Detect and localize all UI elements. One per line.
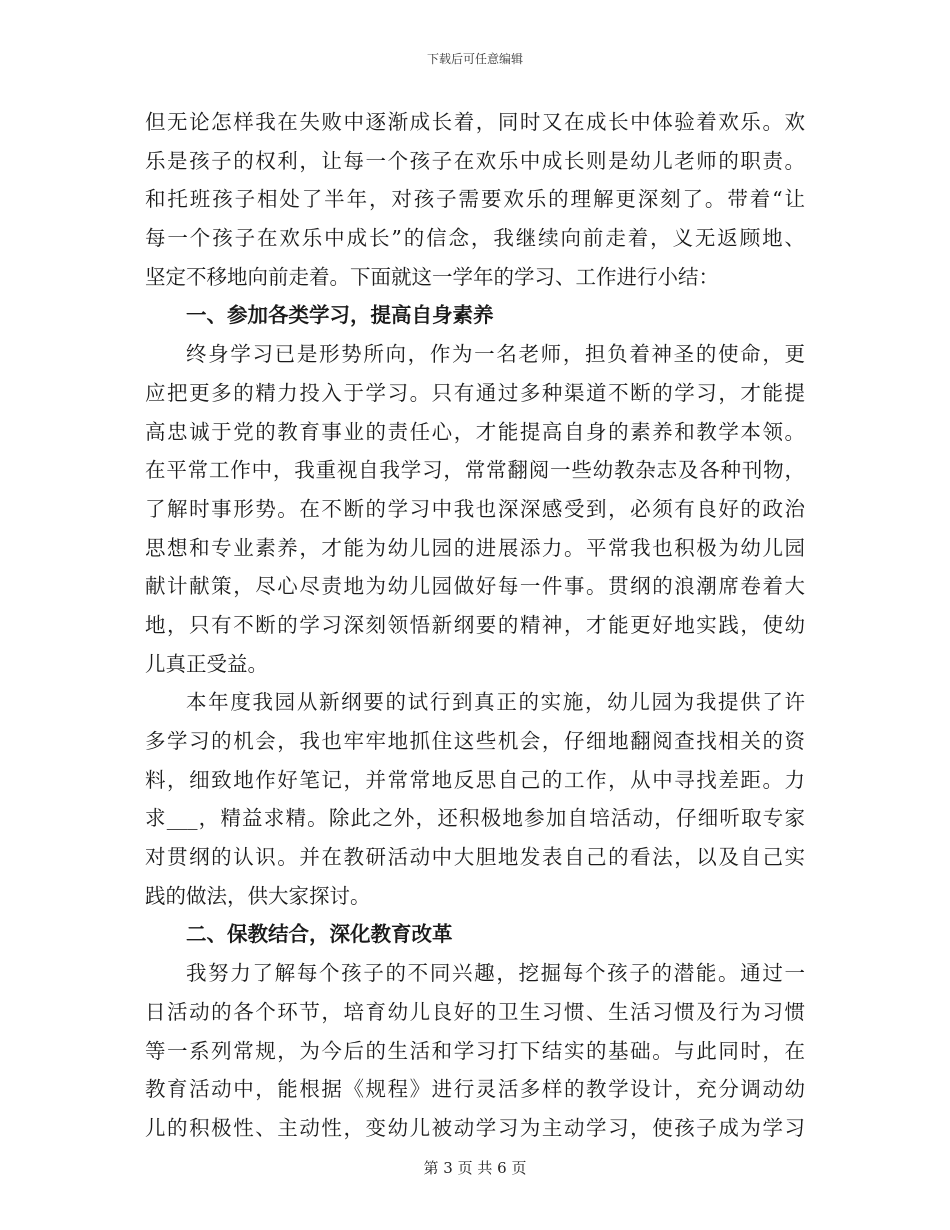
- text-line: 终身学习已是形势所向，作为一名老师，担负着神圣的使命，更: [186, 342, 805, 367]
- text-line: 坚定不移地向前走着。下面就这一学年的学习、工作进行小结：: [145, 264, 719, 289]
- text-line: 了解时事形势。在不断的学习中我也深深感受到，必须有良好的政治: [145, 496, 805, 521]
- section-heading: 一、参加各类学习，提高自身素养: [186, 303, 494, 328]
- text-line: 儿的积极性、主动性，变幼儿被动学习为主动学习，使孩子成为学习: [145, 1115, 805, 1140]
- text-line: 在平常工作中，我重视自我学习，常常翻阅一些幼教杂志及各种刊物，: [145, 458, 805, 483]
- page-header: 下载后可任意编辑: [426, 52, 523, 66]
- text-line: 但无论怎样我在失败中逐渐成长着，同时又在成长中体验着欢乐。欢: [145, 110, 805, 134]
- text-line: 多学习的机会，我也牢牢地抓住这些机会，仔细地翻阅查找相关的资: [145, 729, 805, 753]
- text-line: 求___，精益求精。除此之外，还积极地参加自培活动，仔细听取专家: [145, 806, 805, 831]
- text-line: 教育活动中，能根据《规程》进行灵活多样的教学设计，充分调动幼: [145, 1077, 805, 1102]
- text-line: 等一系列常规，为今后的生活和学习打下结实的基础。与此同时，在: [145, 1038, 805, 1063]
- text-line: 献计献策，尽心尽责地为幼儿园做好每一件事。贯纲的浪潮席卷着大: [145, 574, 805, 599]
- text-line: 我努力了解每个孩子的不同兴趣，挖掘每个孩子的潜能。通过一: [186, 961, 805, 986]
- section-heading: 二、保教结合，深化教育改革: [186, 922, 453, 947]
- text-line: 思想和专业素养，才能为幼儿园的进展添力。平常我也积极为幼儿园: [145, 535, 805, 560]
- text-line: 日活动的各个环节，培育幼儿良好的卫生习惯、生活习惯及行为习惯: [145, 999, 805, 1024]
- text-line: 高忠诚于党的教育事业的责任心，才能提高自身的素养和教学本领。: [145, 419, 805, 444]
- page-number: 第 3 页 共 6 页: [423, 1159, 527, 1177]
- text-line: 每一个孩子在欢乐中成长”的信念，我继续向前走着，义无返顾地、: [145, 226, 805, 251]
- text-line: 地，只有不断的学习深刻领悟新纲要的精神，才能更好地实践，使幼: [145, 612, 805, 637]
- text-line: 和托班孩子相处了半年，对孩子需要欢乐的理解更深刻了。带着“让: [145, 187, 805, 212]
- text-line: 对贯纲的认识。并在教研活动中大胆地发表自己的看法，以及自己实: [145, 845, 805, 870]
- text-line: 乐是孩子的权利，让每一个孩子在欢乐中成长则是幼儿老师的职责。: [145, 148, 805, 173]
- document-body: [145, 103, 805, 1148]
- text-line: 应把更多的精力投入于学习。只有通过多种渠道不断的学习，才能提: [145, 380, 805, 405]
- text-line: 践的做法，供大家探讨。: [145, 883, 371, 908]
- text-line: 料，细致地作好笔记，并常常地反思自己的工作，从中寻找差距。力: [145, 767, 805, 792]
- text-line: 儿真正受益。: [145, 651, 268, 676]
- text-line: 本年度我园从新纲要的试行到真正的实施，幼儿园为我提供了许: [186, 690, 805, 715]
